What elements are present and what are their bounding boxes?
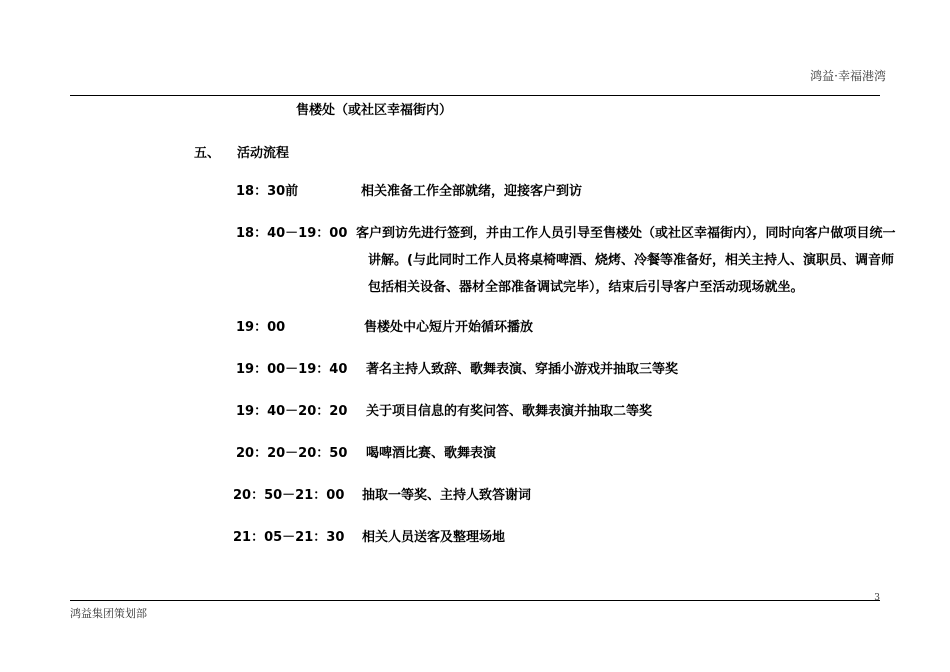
schedule-desc: 著名主持人致辞、歌舞表演、穿插小游戏并抽取三等奖: [366, 362, 679, 377]
schedule-time: 20：50－21：00: [233, 488, 345, 503]
schedule-time: 19：00: [236, 320, 286, 335]
header-brand: 鸿益·幸福港湾: [810, 69, 886, 83]
schedule-desc: 关于项目信息的有奖问答、歌舞表演并抽取二等奖: [366, 404, 653, 419]
schedule-desc: 相关准备工作全部就绪，迎接客户到访: [361, 184, 583, 199]
schedule-desc: 售楼处中心短片开始循环播放: [364, 320, 534, 335]
schedule-time: 18：40－19：00: [236, 226, 348, 241]
schedule-time: 19：40－20：20: [236, 404, 348, 419]
section-title: 活动流程: [237, 146, 290, 161]
footer-rule: [70, 600, 880, 601]
schedule-desc: 客户到访先进行签到，并由工作人员引导至售楼处（或社区幸福街内），同时向客户做项目统一讲解。(与此同时工作人员将桌椅啤酒、烧烤、冷餐等准备好，相关主持人、演职员、调音师包括相关设备、器材全部准备调试完毕），结束后引导客户至活动现场就坐。: [356, 226, 896, 295]
page-number: 3: [874, 593, 880, 603]
venue-line: 售楼处（或社区幸福街内）: [296, 103, 453, 118]
schedule-desc: 喝啤酒比赛、歌舞表演: [366, 446, 497, 461]
schedule-time: 19：00－19：40: [236, 362, 348, 377]
schedule-time: 21：05－21：30: [233, 530, 345, 545]
schedule-time: 20：20－20：50: [236, 446, 348, 461]
footer-department: 鸿益集团策划部: [70, 607, 147, 620]
schedule-time: 18：30前: [236, 184, 299, 199]
schedule-desc: 抽取一等奖、主持人致答谢词: [362, 488, 532, 503]
header-rule: [70, 95, 880, 96]
section-number: 五、: [194, 146, 221, 161]
schedule-desc: 相关人员送客及整理场地: [362, 530, 506, 545]
